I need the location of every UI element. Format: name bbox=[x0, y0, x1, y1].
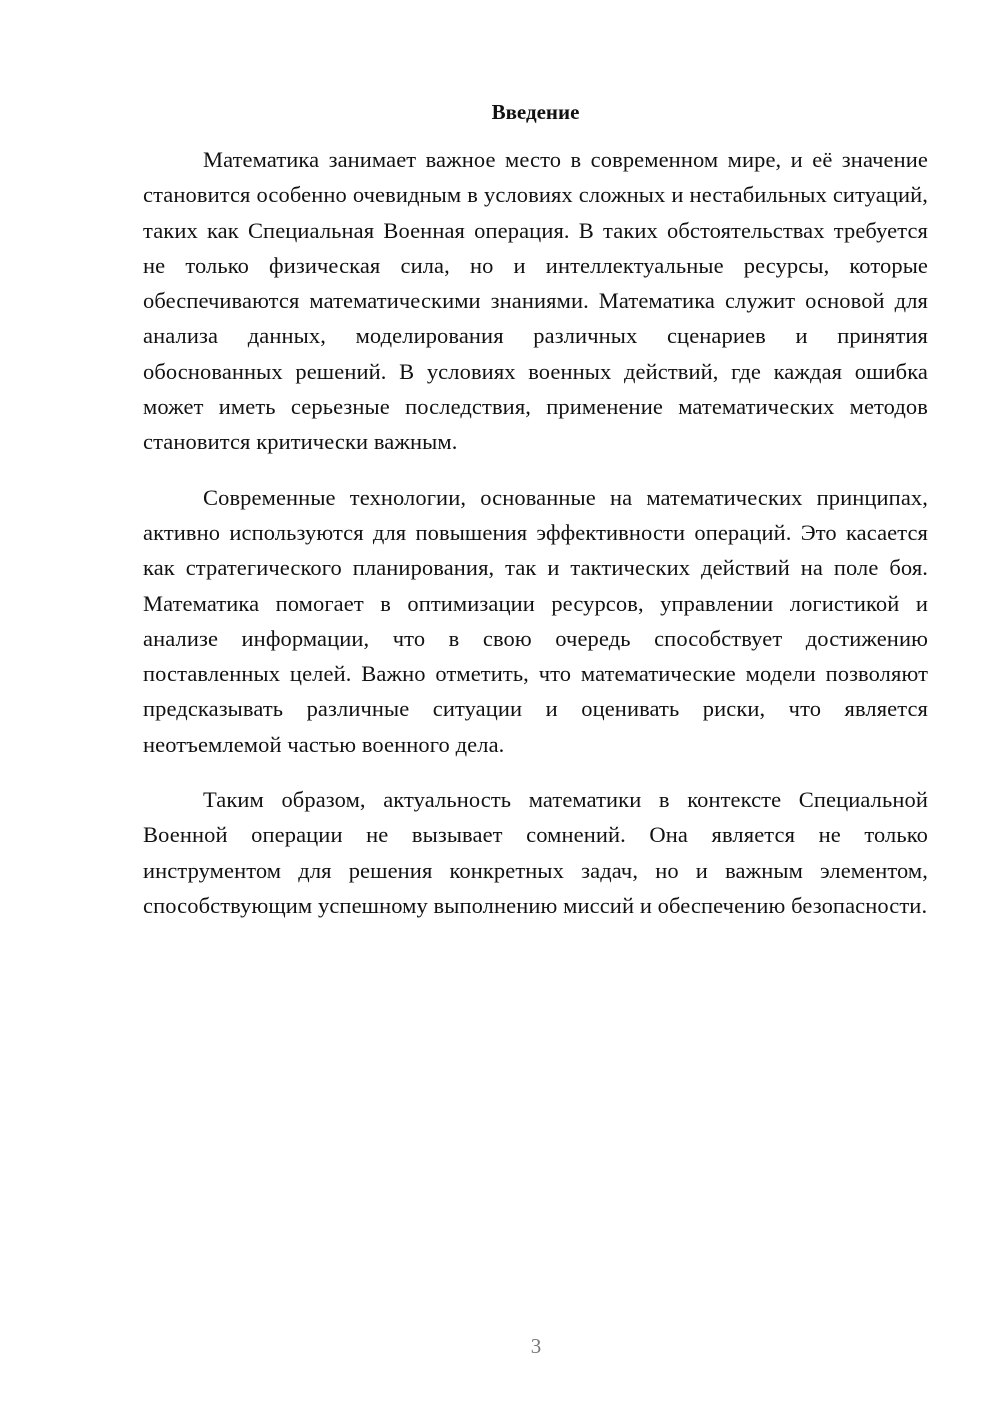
page-title: Введение bbox=[491, 100, 580, 124]
paragraph-1: Математика занимает важное место в современном мире, и её значение становится особенно очевидным в условиях сложных и нестабильных ситуаций, таких как Специальная Военная операция. В таких обстоятельствах требуется не только физическая сила, но и интеллектуальные ресурсы, которые обеспечиваются математическими знаниями. Математика служит основой для анализа данных, моделирования различных сценариев и принятия обоснованных решений. В условиях военных действий, где каждая ошибка может иметь серьезные последствия, применение математических методов становится критически важным. bbox=[143, 147, 928, 455]
paragraph-3: Таким образом, актуальность математики в контексте Специальной Военной операции не вызывает сомнений. Она является не только инструментом для решения конкретных задач, но и важным элементом, способствующим успешному выполнению миссий и обеспечению безопасности. bbox=[143, 787, 928, 918]
page-number: 3 bbox=[530, 1334, 542, 1358]
document-body bbox=[143, 142, 928, 943]
paragraph-2: Современные технологии, основанные на математических принципах, активно используются для повышения эффективности операций. Это касается как стратегического планирования, так и тактических действий на поле боя. Математика помогает в оптимизации ресурсов, управлении логистикой и анализе информации, что в свою очередь способствует достижению поставленных целей. Важно отметить, что математические модели позволяют предсказывать различные ситуации и оценивать риски, что является неотъемлемой частью военного дела. bbox=[143, 484, 928, 757]
